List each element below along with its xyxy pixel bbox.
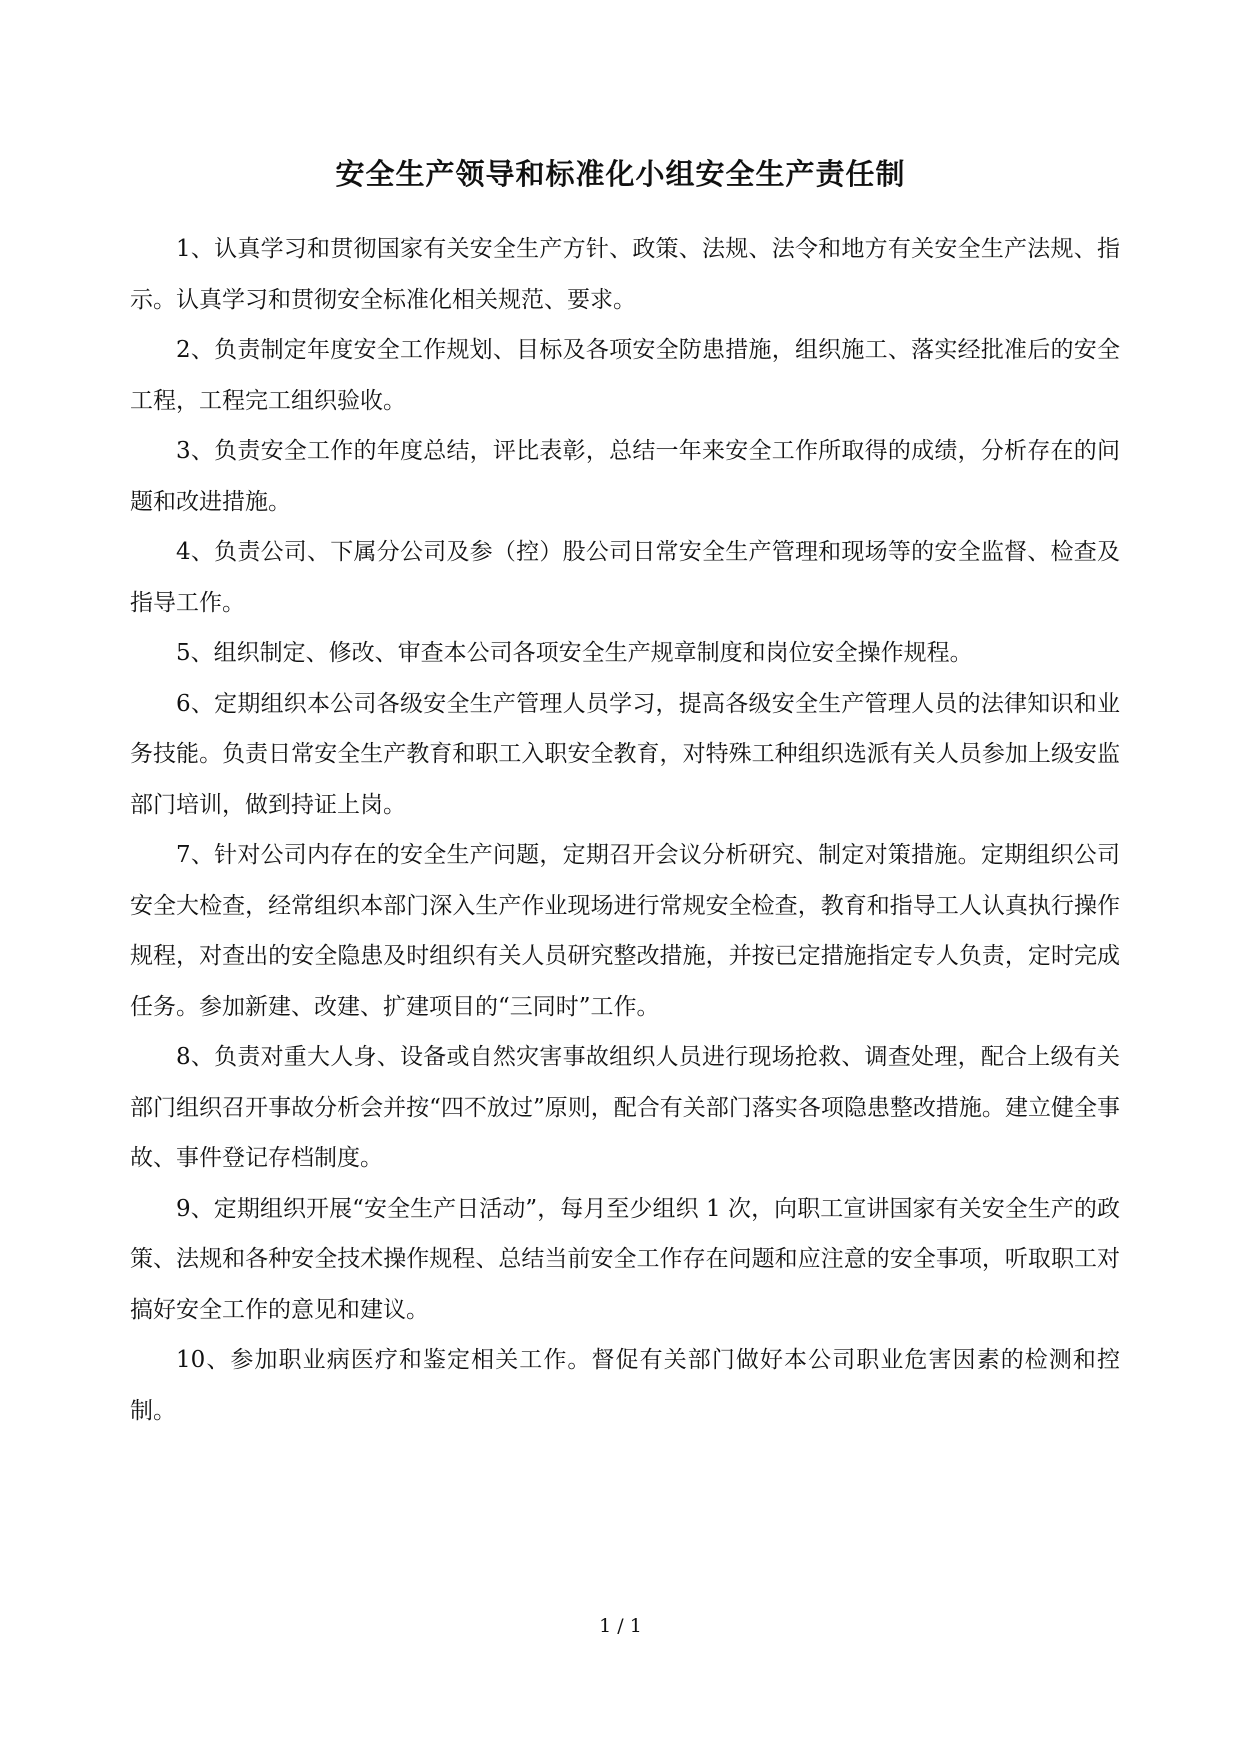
paragraph-1: 1、认真学习和贯彻国家有关安全生产方针、政策、法规、法令和地方有关安全生产法规、指示。认真学习和贯彻安全标准化相关规范、要求。 [130, 236, 1120, 313]
document-title: 安全生产领导和标准化小组安全生产责任制 [335, 157, 906, 191]
page-number: 1 / 1 [599, 1615, 642, 1637]
paragraph-9: 9、定期组织开展“安全生产日活动”，每月至少组织 1 次，向职工宣讲国家有关安全生产的政策、法规和各种安全技术操作规程、总结当前安全工作存在问题和应注意的安全事项，听取职工对搞好安全工作的意见和建议。 [130, 1195, 1120, 1323]
paragraph-8: 8、负责对重大人身、设备或自然灾害事故组织人员进行现场抢救、调查处理，配合上级有关部门组织召开事故分析会并按“四不放过”原则，配合有关部门落实各项隐患整改措施。建立健全事故、事件登记存档制度。 [130, 1044, 1120, 1171]
paragraph-10: 10、参加职业病医疗和鉴定相关工作。督促有关部门做好本公司职业危害因素的检测和控制。 [130, 1347, 1120, 1424]
paragraph-2: 2、负责制定年度安全工作规划、目标及各项安全防患措施，组织施工、落实经批准后的安全工程，工程完工组织验收。 [130, 337, 1120, 414]
document-body [130, 224, 1120, 1436]
paragraph-7: 7、针对公司内存在的安全生产问题，定期召开会议分析研究、制定对策措施。定期组织公司安全大检查，经常组织本部门深入生产作业现场进行常规安全检查，教育和指导工人认真执行操作规程，对查出的安全隐患及时组织有关人员研究整改措施，并按已定措施指定专人负责，定时完成任务。参加新建、改建、扩建项目的“三同时”工作。 [130, 842, 1120, 1020]
paragraph-5: 5、组织制定、修改、审查本公司各项安全生产规章制度和岗位安全操作规程。 [176, 640, 973, 666]
paragraph-6: 6、定期组织本公司各级安全生产管理人员学习，提高各级安全生产管理人员的法律知识和业务技能。负责日常安全生产教育和职工入职安全教育，对特殊工种组织选派有关人员参加上级安监部门培训，做到持证上岗。 [130, 690, 1120, 818]
paragraph-4: 4、负责公司、下属分公司及参（控）股公司日常安全生产管理和现场等的安全监督、检查及指导工作。 [130, 539, 1120, 616]
paragraph-3: 3、负责安全工作的年度总结，评比表彰，总结一年来安全工作所取得的成绩，分析存在的问题和改进措施。 [130, 438, 1120, 515]
